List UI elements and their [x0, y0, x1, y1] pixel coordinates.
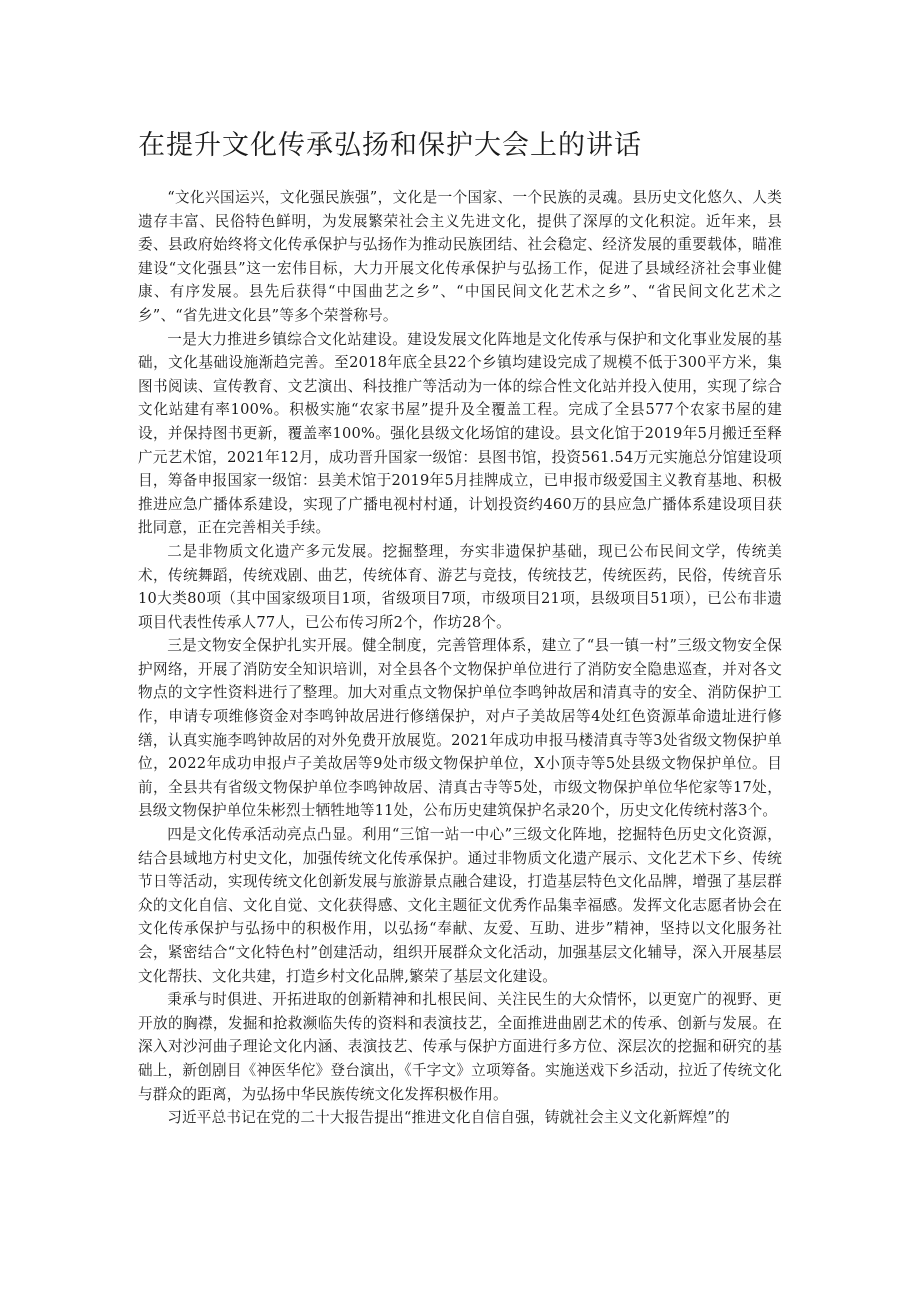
paragraph-culture-stations: 一是大力推进乡镇综合文化站建设。建设发展文化阵地是文化传承与保护和文化事业发展的基础，文化基础设施渐趋完善。至2018年底全县22个乡镇均建设完成了规模不低于300平方米，集图书阅读、宣传教育、文艺演出、科技推广等活动为一体的综合性文化站并投入使用，实现了综合文化站建有率100%。积极实施“农家书屋”提升及全覆盖工程。完成了全县577个农家书屋的建设，并保持图书更新，覆盖率100%。强化县级文化场馆的建设。县文化馆于2019年5月搬迁至释广元艺术馆，2021年12月，成功晋升国家一级馆：县图书馆，投资561.54万元实施总分馆建设项目，筹备申报国家一级馆：县美术馆于2019年5月挂牌成立，已申报市级爱国主义教育基地、积极推进应急广播体系建设，实现了广播电视村村通，计划投资约460万的县应急广播体系建设项目获批同意，正在完善相关手续。: [138, 330, 782, 537]
paragraph-opera-development: 秉承与时俱进、开拓进取的创新精神和扎根民间、关注民生的大众情怀，以更宽广的视野、更开放的胸襟，发掘和抢救濒临失传的资料和表演技艺，全面推进曲剧艺术的传承、创新与发展。在深入对沙河曲子理论文化内涵、表演技艺、传承与保护方面进行多方位、深层次的挖掘和研究的基础上，新创剧目《神医华佗》登台演出，《千字文》立项筹备。实施送戏下乡活动，拉近了传统文化与群众的距离，为弘扬中华民族传统文化发挥积极作用。: [138, 991, 782, 1103]
paragraph-intangible-heritage: 二是非物质文化遗产多元发展。挖掘整理，夯实非遗保护基础，现已公布民间文学，传统美术，传统舞蹈，传统戏剧、曲艺，传统体育、游艺与竞技，传统技艺，传统医药，民俗，传统音乐10大类80项（其中国家级项目1项，省级项目7项，市级项目21项，县级项目51项），已公布非遗项目代表性传承人77人，已公布传习所2个，作坊28个。: [138, 542, 782, 631]
paragraph-closing: 习近平总书记在党的二十大报告提出“推进文化自信自强，铸就社会主义文化新辉煌”的: [167, 1109, 730, 1127]
paragraph-cultural-activities: 四是文化传承活动亮点凸显。利用“三馆一站一中心”三级文化阵地，挖掘特色历史文化资源，结合县域地方村史文化，加强传统文化传承保护。通过非物质文化遗产展示、文化艺术下乡、传统节日等活动，实现传统文化创新发展与旅游景点融合建设，打造基层特色文化品牌，增强了基层群众的文化自信、文化自觉、文化获得感、文化主题征文优秀作品集幸福感。发挥文化志愿者协会在文化传承保护与弘扬中的积极作用，以弘扬“奉献、友爱、互助、进步”精神，坚持以文化服务社会，紧密结合“文化特色村”创建活动，组织开展群众文化活动，加强基层文化辅导，深入开展基层文化帮扶、文化共建，打造乡村文化品牌,繁荣了基层文化建设。: [138, 826, 782, 985]
paragraph-relic-protection: 三是文物安全保护扎实开展。健全制度，完善管理体系，建立了“县一镇一村”三级文物安全保护网络，开展了消防安全知识培训，对全县各个文物保护单位进行了消防安全隐患巡查，并对各文物点的文字性资料进行了整理。加大对重点文物保护单位李鸣钟故居和清真寺的安全、消防保护工作，申请专项维修资金对李鸣钟故居进行修缮保护，对卢子美故居等4处红色资源革命遗址进行修缮，认真实施李鸣钟故居的对外免费开放展览。2021年成功申报马楼清真寺等3处省级文物保护单位，2022年成功申报卢子美故居等9处市级文物保护单位，X小顶寺等5处县级文物保护单位。目前，全县共有省级文物保护单位李鸣钟故居、清真古寺等5处，市级文物保护单位华佗家等17处，县级文物保护单位朱彬烈士牺牲地等11处，公布历史建筑保护名录20个，历史文化传统村落3个。: [138, 637, 782, 820]
paragraph-intro: “文化兴国运兴，文化强民族强”，文化是一个国家、一个民族的灵魂。县历史文化悠久、人类遗存丰富、民俗特色鲜明，为发展繁荣社会主义先进文化，提供了深厚的文化积淀。近年来，县委、县政府始终将文化传承保护与弘扬作为推动民族团结、社会稳定、经济发展的重要载体，瞄准建设“文化强县”这一宏伟目标，大力开展文化传承保护与弘扬工作，促进了县域经济社会事业健康、有序发展。县先后获得“中国曲艺之乡”、“中国民间文化艺术之乡”、“省民间文化艺术之乡”、“省先进文化县”等多个荣誉称号。: [138, 189, 782, 324]
document-page: [138, 128, 782, 1130]
document-title: 在提升文化传承弘扬和保护大会上的讲话: [138, 130, 642, 161]
